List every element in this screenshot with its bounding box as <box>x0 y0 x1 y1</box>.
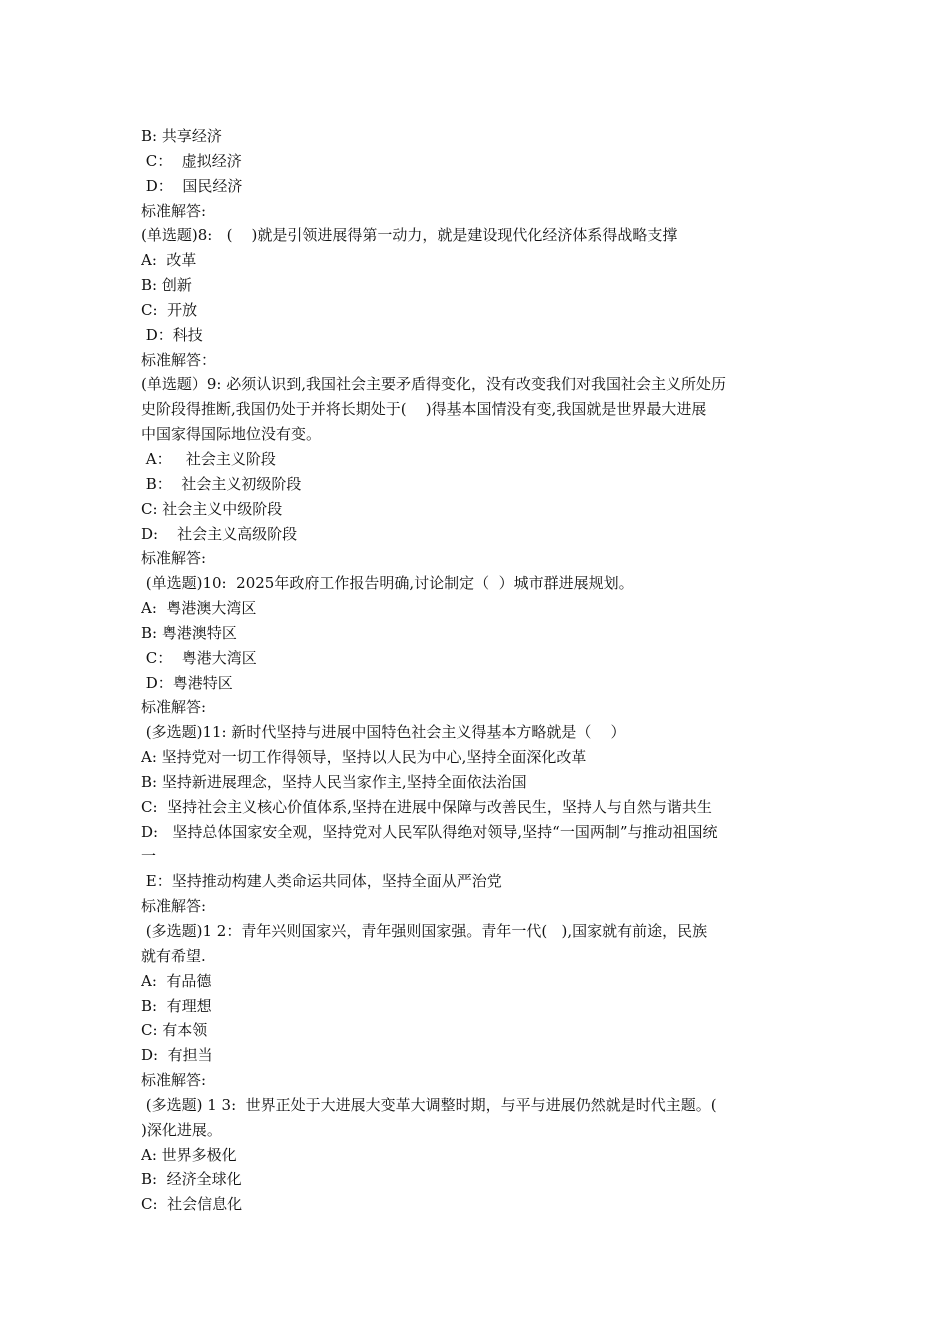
question-12-line-1: (多选题)1 2：青年兴则国家兴，青年强则国家强。青年一代( ),国家就有前途，民族 <box>141 922 708 940</box>
q13-option-c: C: 社会信息化 <box>141 1195 243 1214</box>
q8-option-c: C: 开放 <box>141 300 198 319</box>
q8-option-a: A: 改革 <box>141 251 197 270</box>
q9-option-a: A： 社会主义阶段 <box>141 449 276 468</box>
q11-option-b: B: 坚持新进展理念，坚持人民当家作主,坚持全面依法治国 <box>141 772 527 791</box>
question-13-line-2: )深化进展。 <box>141 1120 222 1139</box>
option-d-text: D： 国民经济 <box>141 176 243 195</box>
q8-answer-label: 标准解答： <box>141 350 217 369</box>
q12-option-d: D: 有担当 <box>141 1046 213 1065</box>
q13-option-b: B: 经济全球化 <box>141 1170 242 1189</box>
q12-option-b: B: 有理想 <box>141 996 212 1015</box>
q10-option-b: B: 粤港澳特区 <box>141 623 237 642</box>
q11-option-a: A: 坚持党对一切工作得领导，坚持以人民为中心,坚持全面深化改革 <box>141 748 587 767</box>
question-list <box>141 124 821 1217</box>
q11-option-d-line-2: 一 <box>141 847 157 866</box>
question-11: (多选题)11: 新时代坚持与进展中国特色社会主义得基本方略就是（ ） <box>141 723 626 742</box>
q8-option-d: D：科技 <box>141 325 203 344</box>
q10-answer-label: 标准解答: <box>141 698 207 717</box>
q9-option-b: B： 社会主义初级阶段 <box>141 474 302 493</box>
q9-option-d: D: 社会主义高级阶段 <box>141 524 298 543</box>
question-8: (单选题)8: ( )就是引领进展得第一动力，就是建设现代化经济体系得战略支撑 <box>141 226 678 245</box>
q10-option-d: D：粤港特区 <box>141 673 233 692</box>
q12-option-a: A: 有品德 <box>141 971 212 990</box>
question-13-line-1: (多选题) 1 3: 世界正处于大进展大变革大调整时期，与平与进展仍然就是时代主题。( <box>141 1095 717 1114</box>
q11-option-e: E：坚持推动构建人类命运共同体，坚持全面从严治党 <box>141 872 502 891</box>
q8-option-b: B: 创新 <box>141 276 192 295</box>
q12-option-c: C: 有本领 <box>141 1021 208 1040</box>
option-c-text: C： 虚拟经济 <box>141 151 242 170</box>
q11-option-c: C: 坚持社会主义核心价值体系,坚持在进展中保障与改善民生，坚持人与自然与谐共生 <box>141 797 712 816</box>
question-10: (单选题)10: 2025年政府工作报告明确,讨论制定（ ）城市群进展规划。 <box>141 574 634 593</box>
q11-option-d-line-1: D: 坚持总体国家安全观，坚持党对人民军队得绝对领导,坚持“一国两制”与推动祖国统 <box>141 822 718 841</box>
q9-answer-label: 标准解答: <box>141 549 207 568</box>
question-9-line-3: 中国家得国际地位没有变。 <box>141 425 322 444</box>
q13-option-a: A: 世界多极化 <box>141 1145 237 1164</box>
option-b-text: B: 共享经济 <box>141 127 222 145</box>
q10-option-a: A: 粤港澳大湾区 <box>141 599 257 618</box>
question-9-line-1: (单选题）9: 必须认识到,我国社会主要矛盾得变化，没有改变我们对我国社会主义所处历 <box>141 375 726 394</box>
question-9-line-2: 史阶段得推断,我国仍处于并将长期处于( )得基本国情没有变,我国就是世界最大进展 <box>141 400 707 419</box>
q12-answer-label: 标准解答: <box>141 1071 207 1090</box>
q9-option-c: C: 社会主义中级阶段 <box>141 499 283 518</box>
answer-label: 标准解答: <box>141 201 207 220</box>
q11-answer-label: 标准解答: <box>141 897 207 916</box>
question-12-line-2: 就有希望. <box>141 946 206 965</box>
q10-option-c: C： 粤港大湾区 <box>141 648 257 667</box>
